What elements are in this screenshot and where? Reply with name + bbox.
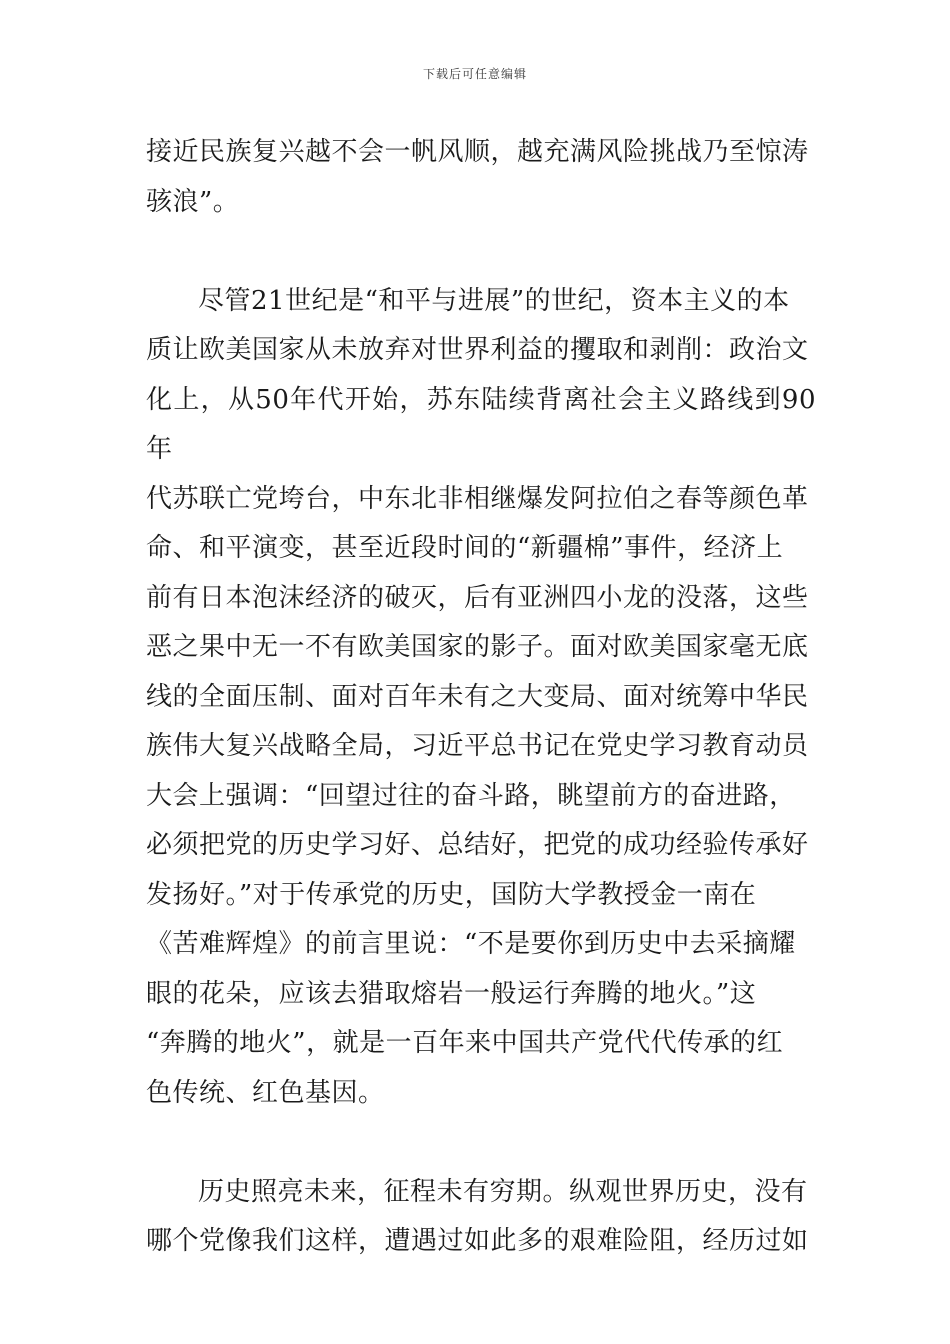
paragraph-1 [146,128,816,227]
text-line: 哪个党像我们这样，遭遇过如此多的艰难险阻，经历过如 [146,1226,809,1256]
text-line: 代苏联亡党垮台，中东北非相继爆发阿拉伯之春等颜色革 [146,483,809,514]
text-line: 发扬好。”对于传承党的历史，国防大学教授金一南在 [146,879,757,910]
text-line: 恶之果中无一不有欧美国家的影子。面对欧美国家毫无底 [146,632,809,662]
paragraph-2 [146,277,816,1119]
text-line: 眼的花朵，应该去猎取熔岩一般运行奔腾的地火。”这 [146,978,757,1009]
text-line: 尽管21世纪是“和平与进展”的世纪，资本主义的本 [198,285,790,316]
paragraph-gap [146,227,816,277]
paragraph-3 [146,1168,816,1267]
document-body [146,128,816,1267]
text-line: 必须把党的历史学习好、总结好，把党的成功经验传承好 [146,830,809,860]
paragraph-gap [146,1118,816,1168]
text-line: 族伟大复兴战略全局，习近平总书记在党史学习教育动员 [146,731,809,761]
text-line: 前有日本泡沫经济的破灭，后有亚洲四小龙的没落，这些 [146,582,809,613]
text-line: 历史照亮未来，征程未有穷期。纵观世界历史，没有 [198,1176,808,1207]
text-line: 命、和平演变，甚至近段时间的“新疆棉”事件，经济上 [146,533,784,563]
text-line: 色传统、红色基因。 [146,1077,385,1108]
text-line: “奔腾的地火”，就是一百年来中国共产党代代传承的红 [146,1028,784,1058]
text-line: 线的全面压制、面对百年未有之大变局、面对统筹中华民 [146,681,809,712]
text-line: 接近民族复兴越不会一帆风顺，越充满风险挑战乃至惊涛 [146,137,809,167]
text-line: 骇浪”。 [146,186,240,217]
page-header-note: 下载后可任意编辑 [422,67,527,81]
text-line: 质让欧美国家从未放弃对世界利益的攫取和剥削：政治文 [146,335,809,365]
text-line: 大会上强调：“回望过往的奋斗路，眺望前方的奋进路， [146,780,796,811]
text-line: 《苦难辉煌》的前言里说：“不是要你到历史中去采摘耀 [146,929,796,959]
text-line: 化上，从50年代开始，苏东陆续背离社会主义路线到90年 [146,384,816,464]
